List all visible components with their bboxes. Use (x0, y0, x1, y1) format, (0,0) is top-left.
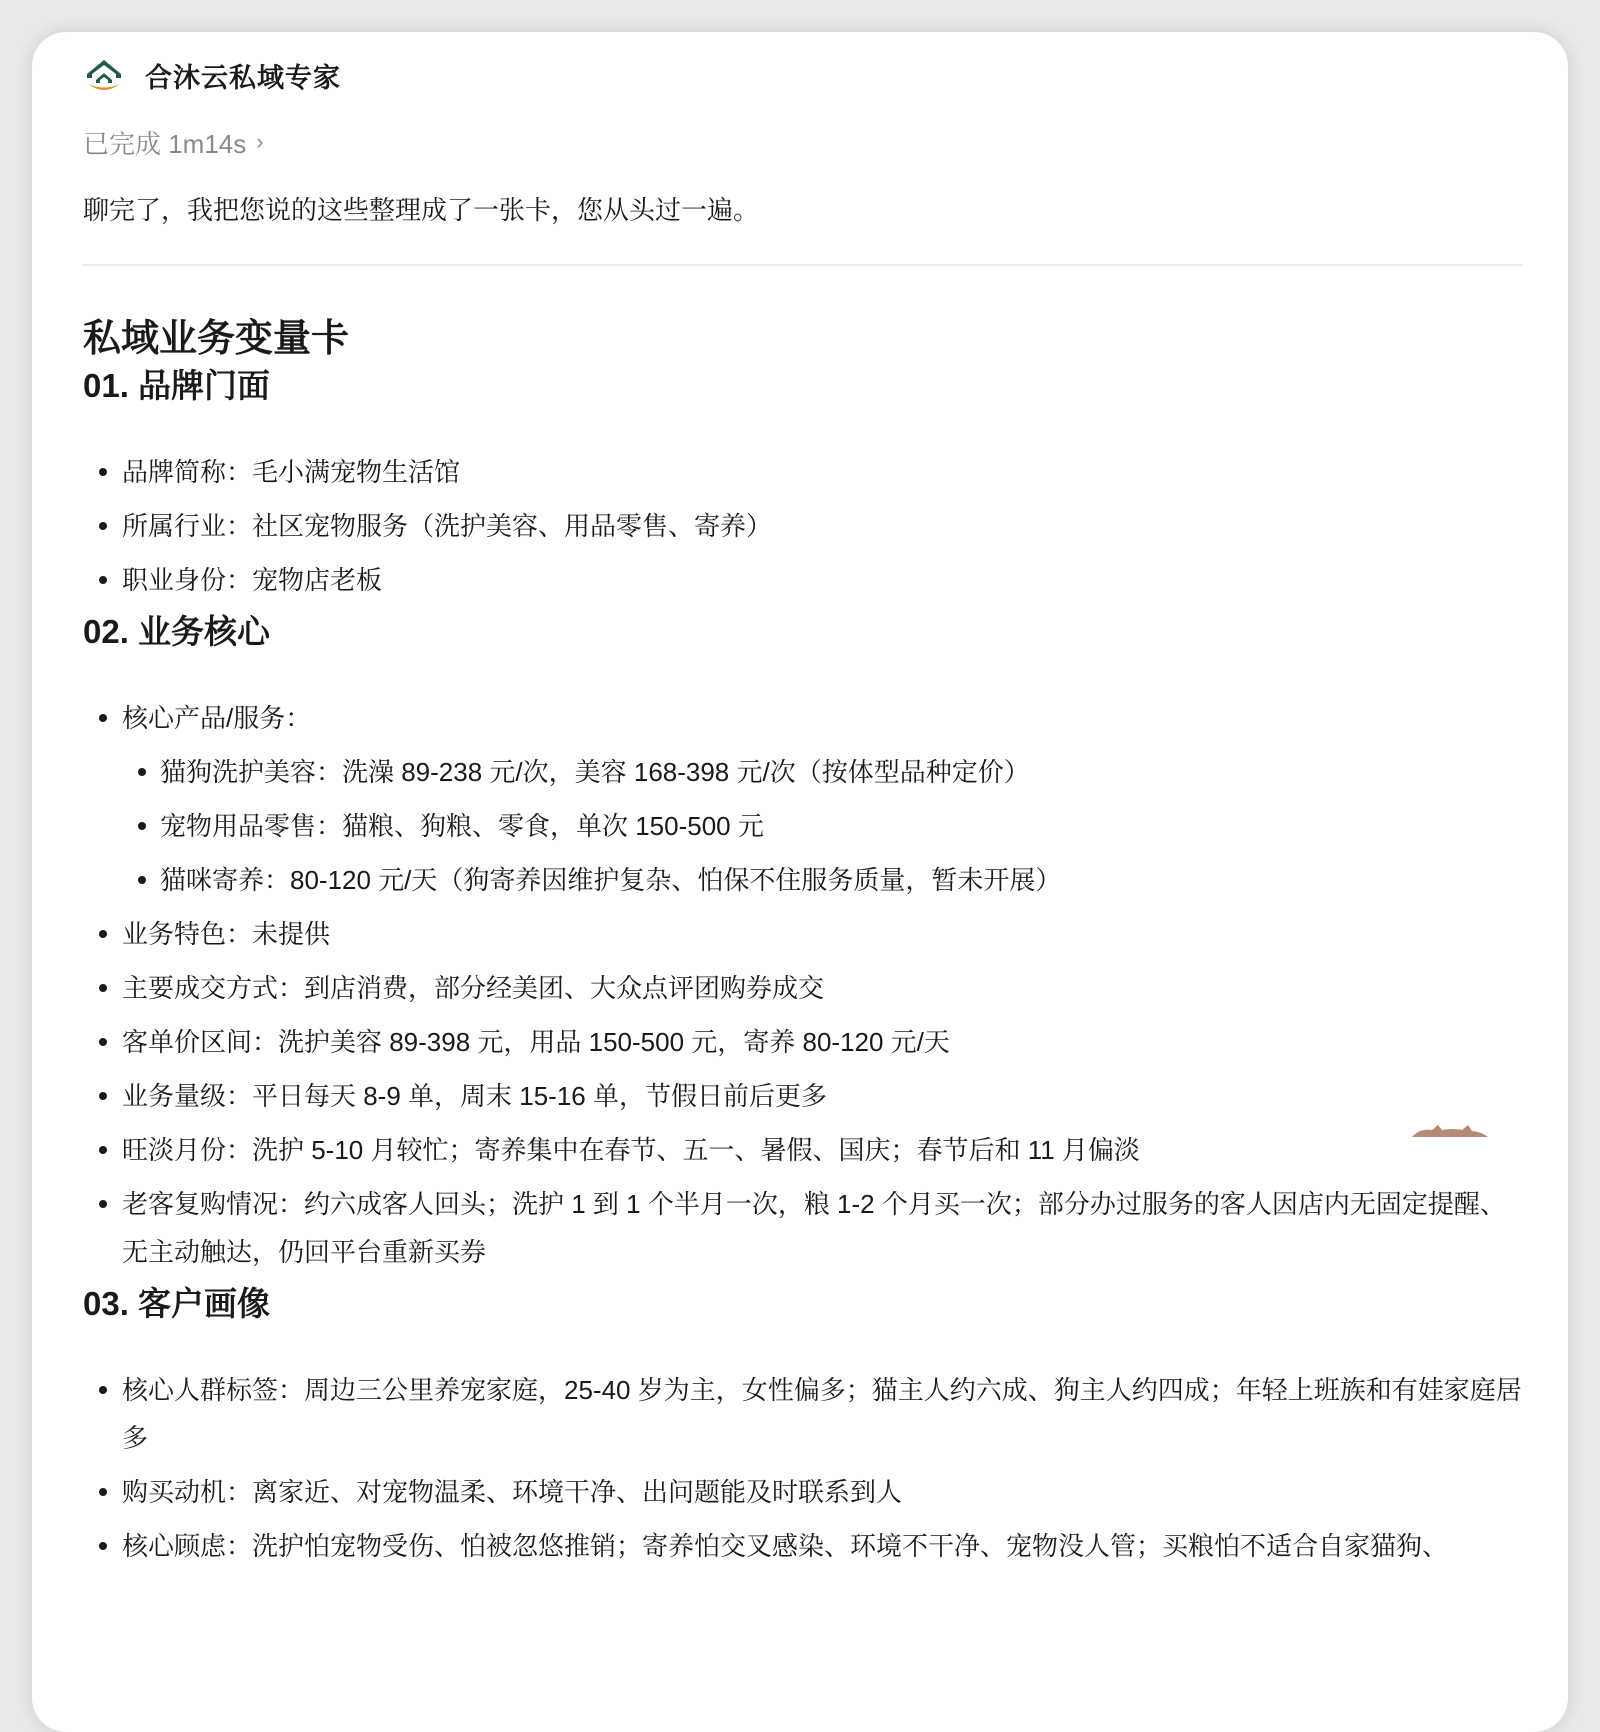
business-list (83, 694, 1523, 1276)
sub-list-item: 猫咪寄养：80-120 元/天（狗寄养因维护复杂、怕保不住服务质量，暂未开展） (122, 856, 1523, 904)
card-title: 私域业务变量卡 (83, 318, 350, 360)
list-item: 主要成交方式：到店消费，部分经美团、大众点评团购券成交 (83, 964, 1523, 1012)
list-item: 购买动机：离家近、对宠物温柔、环境干净、出问题能及时联系到人 (83, 1468, 1523, 1516)
list-item: 客单价区间：洗护美容 89-398 元，用品 150-500 元，寄养 80-120 元/天 (83, 1018, 1523, 1066)
list-item-label: 核心产品/服务： (122, 703, 312, 733)
list-item: 老客复购情况：约六成客人回头；洗护 1 到 1 个半月一次，粮 1-2 个月买一次；部分办过服务的客人因店内无固定提醒、无主动触达，仍回平台重新买券 (83, 1180, 1523, 1276)
intro-text: 聊完了，我把您说的这些整理成了一张卡，您从头过一遍。 (83, 195, 760, 225)
message-content (83, 50, 1523, 1576)
section-title-customer: 03. 客户画像 (83, 1285, 271, 1322)
cat-ears-decoration-icon (1410, 1124, 1490, 1138)
list-item-core-products (83, 694, 1523, 904)
section-title-business: 02. 业务核心 (83, 613, 271, 650)
list-item: 核心人群标签：周边三公里养宠家庭，25-40 岁为主，女性偏多；猫主人约六成、狗主人约四成；年轻上班族和有娃家庭居多 (83, 1366, 1523, 1462)
list-item: 职业身份：宠物店老板 (83, 556, 1523, 604)
sub-list-item: 宠物用品零售：猫粮、狗粮、零食，单次 150-500 元 (122, 802, 1523, 850)
customer-list (83, 1366, 1523, 1570)
house-logo-icon (83, 54, 125, 96)
list-item: 业务特色：未提供 (83, 910, 1523, 958)
list-item: 旺淡月份：洗护 5-10 月较忙；寄养集中在春节、五一、暑假、国庆；春节后和 11 月偏淡 (83, 1126, 1523, 1174)
assistant-header (83, 50, 1523, 100)
chat-message-card (32, 32, 1568, 1732)
list-item: 所属行业：社区宠物服务（洗护美容、用品零售、寄养） (83, 502, 1523, 550)
thinking-status-toggle[interactable] (83, 122, 1523, 162)
sub-list-item: 猫狗洗护美容：洗澡 89-238 元/次，美容 168-398 元/次（按体型品种定价） (122, 748, 1523, 796)
divider (83, 264, 1523, 266)
list-item: 业务量级：平日每天 8-9 单，周末 15-16 单，节假日前后更多 (83, 1072, 1523, 1120)
core-products-sublist (122, 748, 1523, 904)
section-title-brand: 01. 品牌门面 (83, 367, 271, 404)
list-item: 核心顾虑：洗护怕宠物受伤、怕被忽悠推销；寄养怕交叉感染、环境不干净、宠物没人管；买粮怕不适合自家猫狗、 (83, 1522, 1523, 1570)
thinking-status-label: 已完成 1m14s (83, 128, 247, 159)
list-item: 品牌简称：毛小满宠物生活馆 (83, 448, 1523, 496)
chevron-right-icon: › (256, 129, 264, 154)
brand-list (83, 448, 1523, 604)
assistant-name: 合沐云私域专家 (145, 62, 341, 93)
